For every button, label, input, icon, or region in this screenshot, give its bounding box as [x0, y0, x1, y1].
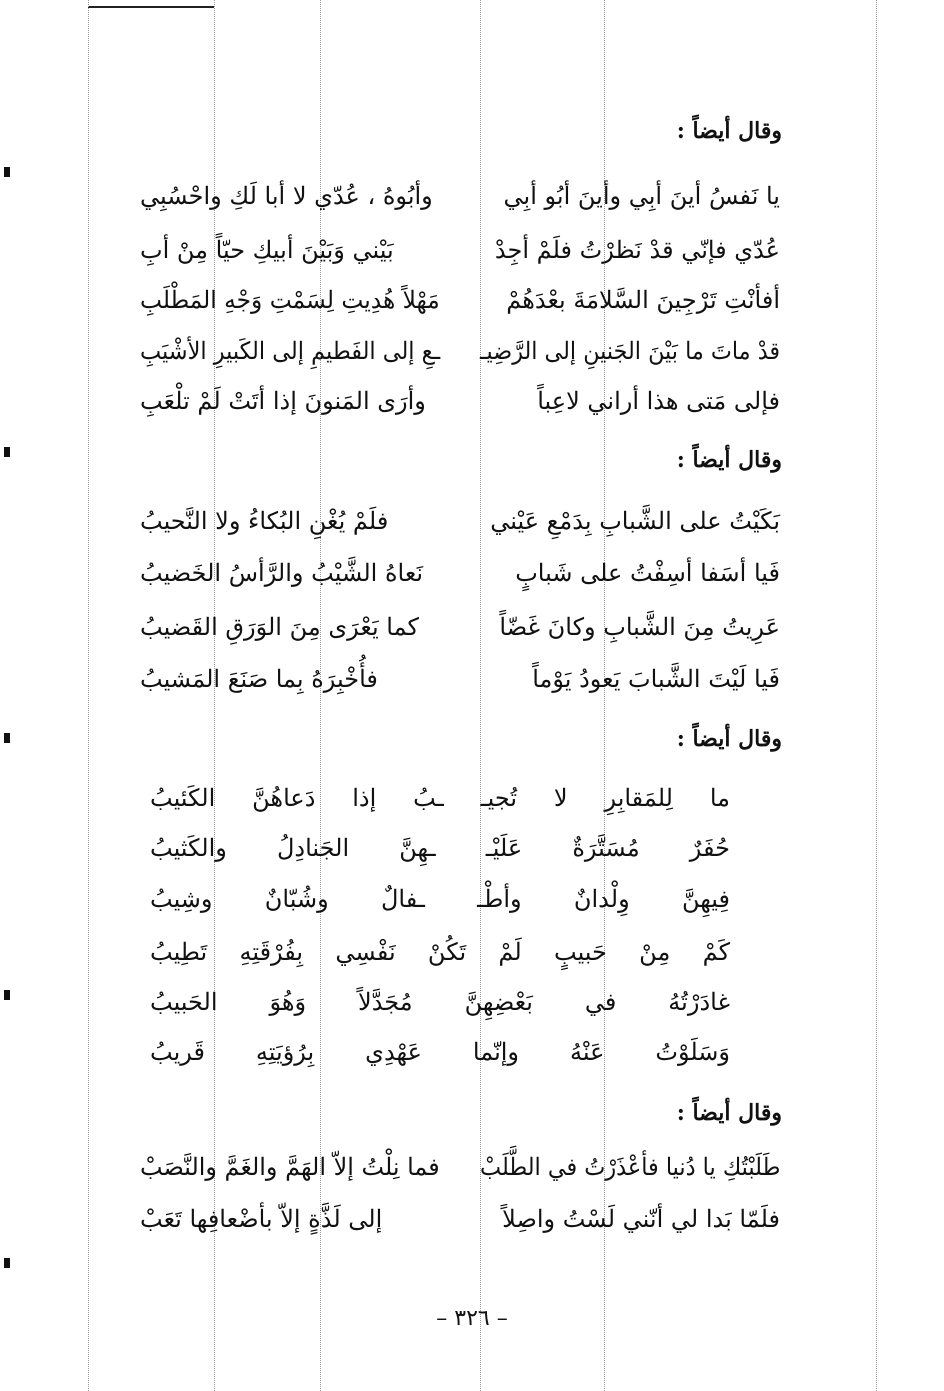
verse-line: حُفَرٌ مُسَتَّرَةٌ عَلَيْـ ـهِنَّ الجَنادِلُ والكَثيبُ [150, 834, 730, 862]
verse-second-hemistich: فلَمْ يُغْنِ البُكاءُ ولا النَّحيبُ [140, 507, 389, 535]
verse-line [140, 1153, 780, 1197]
verse-line [140, 1205, 780, 1249]
verse-line: كَمْ مِنْ حَبيبٍ لَمْ تَكُنْ نَفْسِي بِفُرْقَتِهِ تَطِيبُ [150, 938, 730, 966]
page-number: – ٣٢٦ – [436, 1306, 508, 1331]
verse-first-hemistich: فَيا أسَفا أسِفْتُ على شَبابٍ [515, 559, 780, 587]
section-heading: وقال أيضاً : [676, 447, 782, 473]
verse-line [140, 665, 780, 709]
section-heading: وقال أيضاً : [676, 118, 782, 144]
margin-mark [4, 167, 10, 177]
verse-first-hemistich: طَلَبْتُكِ يا دُنيا فأعْذَرْتُ في الطَّلَبْ [479, 1153, 780, 1181]
margin-mark [4, 447, 10, 457]
verse-first-hemistich: فلَمّا بَدا لي أنّني لَسْتُ واصِلاً [502, 1205, 780, 1233]
verse-first-hemistich: فَيا لَيْتَ الشَّبابَ يَعودُ يَوْماً [532, 665, 780, 693]
margin-mark [4, 733, 10, 743]
verse-second-hemistich: إلى لَذَّةٍ إلاّ بأضْعافِها تَعَبْ [140, 1205, 383, 1233]
verse-second-hemistich: مَهْلاً هُدِيتِ لِسَمْتِ وَجْهِ المَطْلَبِ [140, 286, 440, 314]
verse-first-hemistich: عَرِيتُ مِنَ الشَّبابِ وكانَ غَضّاً [499, 613, 780, 641]
margin-mark [4, 1258, 10, 1268]
margin-mark [4, 990, 10, 1000]
verse-line [140, 286, 780, 330]
verse-second-hemistich: فأُخْبِرَهُ بِما صَنَعَ المَشيبُ [140, 665, 378, 693]
guide-line [88, 0, 89, 1391]
verse-second-hemistich: وأرَى المَنونَ إذا أتَتْ لَمْ تلْعَبِ [140, 387, 426, 415]
verse-first-hemistich: يا نَفسُ أينَ أبِي وأينَ أبُو أبِي [503, 182, 780, 210]
section-heading: وقال أيضاً : [676, 1100, 782, 1126]
guide-line [876, 0, 877, 1391]
verse-line [140, 559, 780, 603]
verse-line [140, 236, 780, 280]
verse-second-hemistich: فما نِلْتُ إلاّ الهَمَّ والغَمَّ والنَّصَبْ [140, 1153, 440, 1181]
section-heading: وقال أيضاً : [676, 726, 782, 752]
verse-line [140, 337, 780, 381]
verse-line: غادَرْتُهُ في بَعْضِهِنَّ مُجَدَّلاً وَهُوَ الحَبيبُ [150, 988, 730, 1016]
verse-line [140, 507, 780, 551]
verse-second-hemistich: ـعِ إلى الفَطيمِ إلى الكَبيرِ الأشْيَبِ [140, 337, 441, 365]
verse-first-hemistich: أفأنْتِ تَرْجِينَ السَّلامَةَ بعْدَهُمْ [506, 286, 780, 314]
top-rule [88, 6, 214, 8]
verse-second-hemistich: بَيْني وَبَيْنَ أبيكِ حيّاً مِنْ أبِ [140, 236, 394, 264]
verse-line [140, 182, 780, 226]
verse-line: فِيهِنَّ وِلْدانٌ وأطْـ ـفالٌ وشُبّانٌ وشِيبُ [150, 885, 730, 913]
verse-line [140, 613, 780, 657]
verse-first-hemistich: قدْ ماتَ ما بَيْنَ الجَنينِ إلى الرَّضِيـ [479, 337, 780, 365]
verse-second-hemistich: كما يَعْرَى مِنَ الوَرَقِ القَضيبُ [140, 613, 419, 641]
verse-first-hemistich: فإلى مَتى هذا أراني لاعِباً [537, 387, 780, 415]
verse-first-hemistich: بَكَيْتُ على الشَّبابِ بِدَمْعِ عَيْني [490, 507, 780, 535]
verse-line: وَسَلَوْتُ عَنْهُ وإنّما عَهْدِي بِرُؤيَتِهِ قَريبُ [150, 1038, 730, 1066]
verse-line [140, 387, 780, 431]
verse-line: ما لِلمَقابِرِ لا تُجيـ ـبُ إذا دَعاهُنَّ الكَئيبُ [150, 784, 730, 812]
verse-second-hemistich: وأبُوهُ ، عُدّي لا أبا لَكِ واحْسُبِي [140, 182, 433, 210]
verse-second-hemistich: نَعاهُ الشَّيْبُ والرَّأسُ الخَضيبُ [140, 559, 424, 587]
verse-first-hemistich: عُدّي فإنّي قدْ نَظرْتُ فلَمْ أجِدْ [494, 236, 780, 264]
